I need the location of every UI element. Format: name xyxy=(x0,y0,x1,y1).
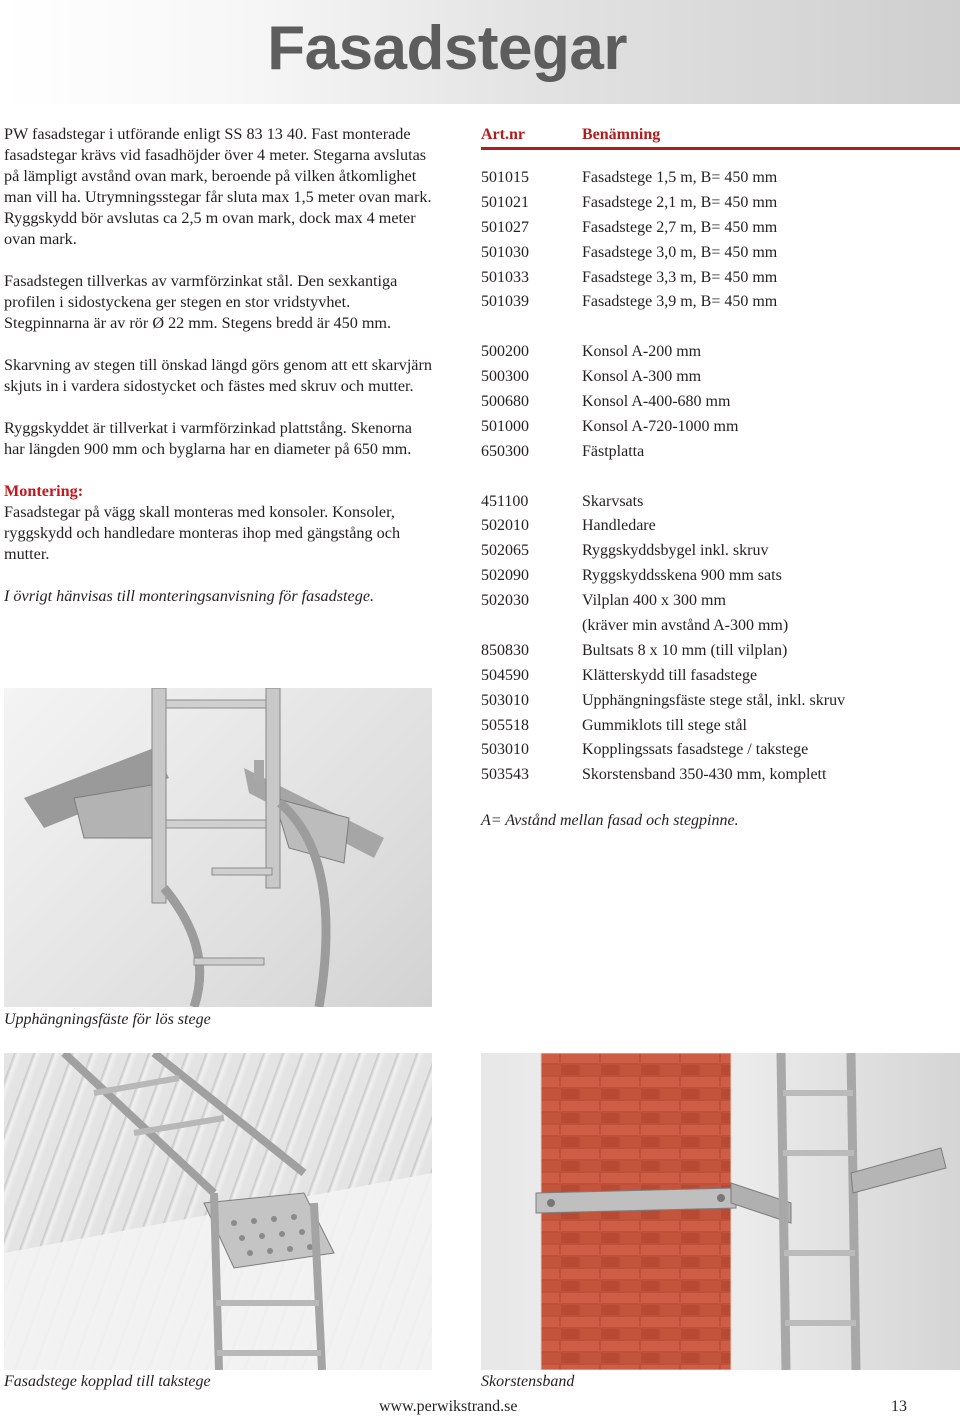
table-row xyxy=(481,290,960,315)
table-header xyxy=(481,124,960,146)
caption-figure-3: Skorstensband xyxy=(481,1373,575,1390)
table-group-ladders xyxy=(481,166,960,315)
table-row xyxy=(481,589,960,614)
table-group-brackets xyxy=(481,340,960,464)
intro-paragraph-4: Ryggskyddet är tillverkat i varmförzinkad plattstång. Skenorna har längden 900 mm och byglarna har en diameter på 650 mm. xyxy=(4,419,412,458)
page-number: 13 xyxy=(891,1398,907,1415)
figure-chimney-band xyxy=(481,1053,960,1370)
table-row xyxy=(481,614,960,639)
table-row xyxy=(481,340,960,365)
art-nr-cell: 501033 xyxy=(481,268,529,286)
ladder-bracket-illustration xyxy=(4,688,432,1007)
footer-url[interactable]: www.perwikstrand.se xyxy=(379,1398,518,1415)
product-table xyxy=(481,124,960,788)
benamning-cell: Fasadstege 3,9 m, B= 450 mm xyxy=(582,293,778,311)
art-nr-cell: 502010 xyxy=(481,517,529,535)
benamning-cell: Konsol A-200 mm xyxy=(582,343,702,361)
benamning-cell: Gummiklots till stege stål xyxy=(582,716,747,734)
art-nr-cell: 503010 xyxy=(481,741,529,759)
table-row xyxy=(481,564,960,589)
assembly-note: I övrigt hänvisas till monteringsanvisning för fasadstege. xyxy=(4,587,375,605)
benamning-cell: Upphängningsfäste stege stål, inkl. skruv xyxy=(582,691,846,709)
table-row xyxy=(481,266,960,291)
table-row xyxy=(481,714,960,739)
header-art-nr: Art.nr xyxy=(481,126,525,143)
benamning-cell: Konsol A-720-1000 mm xyxy=(582,417,739,435)
art-nr-cell: 500300 xyxy=(481,368,529,386)
table-row xyxy=(481,539,960,564)
art-nr-cell: 504590 xyxy=(481,666,529,684)
table-row xyxy=(481,514,960,539)
table-row xyxy=(481,390,960,415)
intro-paragraph-3: Skarvning av stegen till önskad längd görs genom att ett skarvjärn skjuts in i vardera sidostycket och fästes med skruv och mutter. xyxy=(4,356,432,395)
benamning-cell: Bultsats 8 x 10 mm (till vilplan) xyxy=(582,641,788,659)
table-row xyxy=(481,639,960,664)
benamning-cell: (kräver min avstånd A-300 mm) xyxy=(582,617,789,635)
art-nr-cell: 850830 xyxy=(481,641,529,659)
table-row xyxy=(481,365,960,390)
table-footnote: A= Avstånd mellan fasad och stegpinne. xyxy=(481,812,739,829)
benamning-cell: Ryggskyddsbygel inkl. skruv xyxy=(582,542,769,560)
intro-paragraph-2: Fasadstegen tillverkas av varmförzinkat stål. Den sexkantiga profilen i sidostyckena ger stegen en stor vridstyvhet. Stegpinnarna är av rör Ø 22 mm. Stegens bredd är 450 mm. xyxy=(4,272,398,332)
intro-text xyxy=(4,124,434,607)
table-row xyxy=(481,738,960,763)
benamning-cell: Fasadstege 1,5 m, B= 450 mm xyxy=(582,169,778,186)
caption-figure-2: Fasadstege kopplad till takstege xyxy=(4,1373,211,1390)
benamning-cell: Skorstensband 350-430 mm, komplett xyxy=(582,766,827,784)
header-rule xyxy=(481,147,960,150)
art-nr-cell: 501015 xyxy=(481,169,529,186)
art-nr-cell: 501027 xyxy=(481,218,529,236)
figure-wall-bracket xyxy=(4,688,432,1007)
table-row xyxy=(481,191,960,216)
art-nr-cell: 501030 xyxy=(481,243,529,261)
figure-roof-coupling xyxy=(4,1053,432,1370)
table-row xyxy=(481,763,960,788)
chimney-illustration xyxy=(481,1053,960,1370)
art-nr-cell: 500680 xyxy=(481,393,529,411)
caption-figure-1: Upphängningsfäste för lös stege xyxy=(4,1011,211,1028)
group-gap xyxy=(481,315,960,340)
table-row xyxy=(481,689,960,714)
art-nr-cell: 502030 xyxy=(481,592,529,610)
group-gap xyxy=(481,465,960,490)
table-group-accessories xyxy=(481,490,960,789)
art-nr-cell: 502065 xyxy=(481,542,529,560)
benamning-cell: Skarvsats xyxy=(582,492,644,510)
table-row xyxy=(481,415,960,440)
table-row xyxy=(481,490,960,515)
art-nr-cell: 501000 xyxy=(481,417,529,435)
art-nr-cell: 503543 xyxy=(481,766,529,784)
art-nr-cell: 500200 xyxy=(481,343,529,361)
benamning-cell: Fasadstege 3,3 m, B= 450 mm xyxy=(582,268,778,286)
roof-ladder-illustration xyxy=(4,1053,432,1370)
art-nr-cell xyxy=(481,614,582,639)
benamning-cell: Fästplatta xyxy=(582,442,645,460)
benamning-cell: Vilplan 400 x 300 mm xyxy=(582,592,726,610)
benamning-cell: Konsol A-300 mm xyxy=(582,368,702,386)
benamning-cell: Fasadstege 2,7 m, B= 450 mm xyxy=(582,218,778,236)
art-nr-cell: 502090 xyxy=(481,567,529,585)
table-row xyxy=(481,166,960,191)
table-row xyxy=(481,241,960,266)
header-benamning: Benämning xyxy=(582,126,661,143)
montering-text: Fasadstegar på vägg skall monteras med konsoler. Konsoler, ryggskydd och handledare monteras ihop med gängstång och mutter. xyxy=(4,503,401,563)
art-nr-cell: 501039 xyxy=(481,293,529,311)
benamning-cell: Ryggskyddsskena 900 mm sats xyxy=(582,567,782,585)
montering-section xyxy=(4,481,434,565)
benamning-cell: Fasadstege 2,1 m, B= 450 mm xyxy=(582,193,778,211)
benamning-cell: Konsol A-400-680 mm xyxy=(582,393,731,411)
table-row xyxy=(481,440,960,465)
table-row xyxy=(481,664,960,689)
art-nr-cell: 501021 xyxy=(481,193,529,211)
benamning-cell: Handledare xyxy=(582,517,656,535)
art-nr-cell: 505518 xyxy=(481,716,529,734)
art-nr-cell: 451100 xyxy=(481,492,529,510)
montering-heading: Montering: xyxy=(4,482,84,500)
art-nr-cell: 503010 xyxy=(481,691,529,709)
art-nr-cell: 650300 xyxy=(481,442,529,460)
benamning-cell: Kopplingssats fasadstege / takstege xyxy=(582,741,809,759)
page-title: Fasadstegar xyxy=(267,14,627,83)
benamning-cell: Klätterskydd till fasadstege xyxy=(582,666,758,684)
intro-paragraph-1: PW fasadstegar i utförande enligt SS 83 13 40. Fast monterade fasadstegar krävs vid fasadhöjder över 4 meter. Stegarna avslutas på lämpligt avstånd ovan mark, beroende på vilken åtkomlighet man vill ha. Utrymningsstegar får sluta max 1,5 meter ovan mark. Ryggskydd bör avslutas ca 2,5 m ovan mark, dock max 4 meter ovan mark. xyxy=(4,125,432,248)
benamning-cell: Fasadstege 3,0 m, B= 450 mm xyxy=(582,243,778,261)
table-row xyxy=(481,216,960,241)
